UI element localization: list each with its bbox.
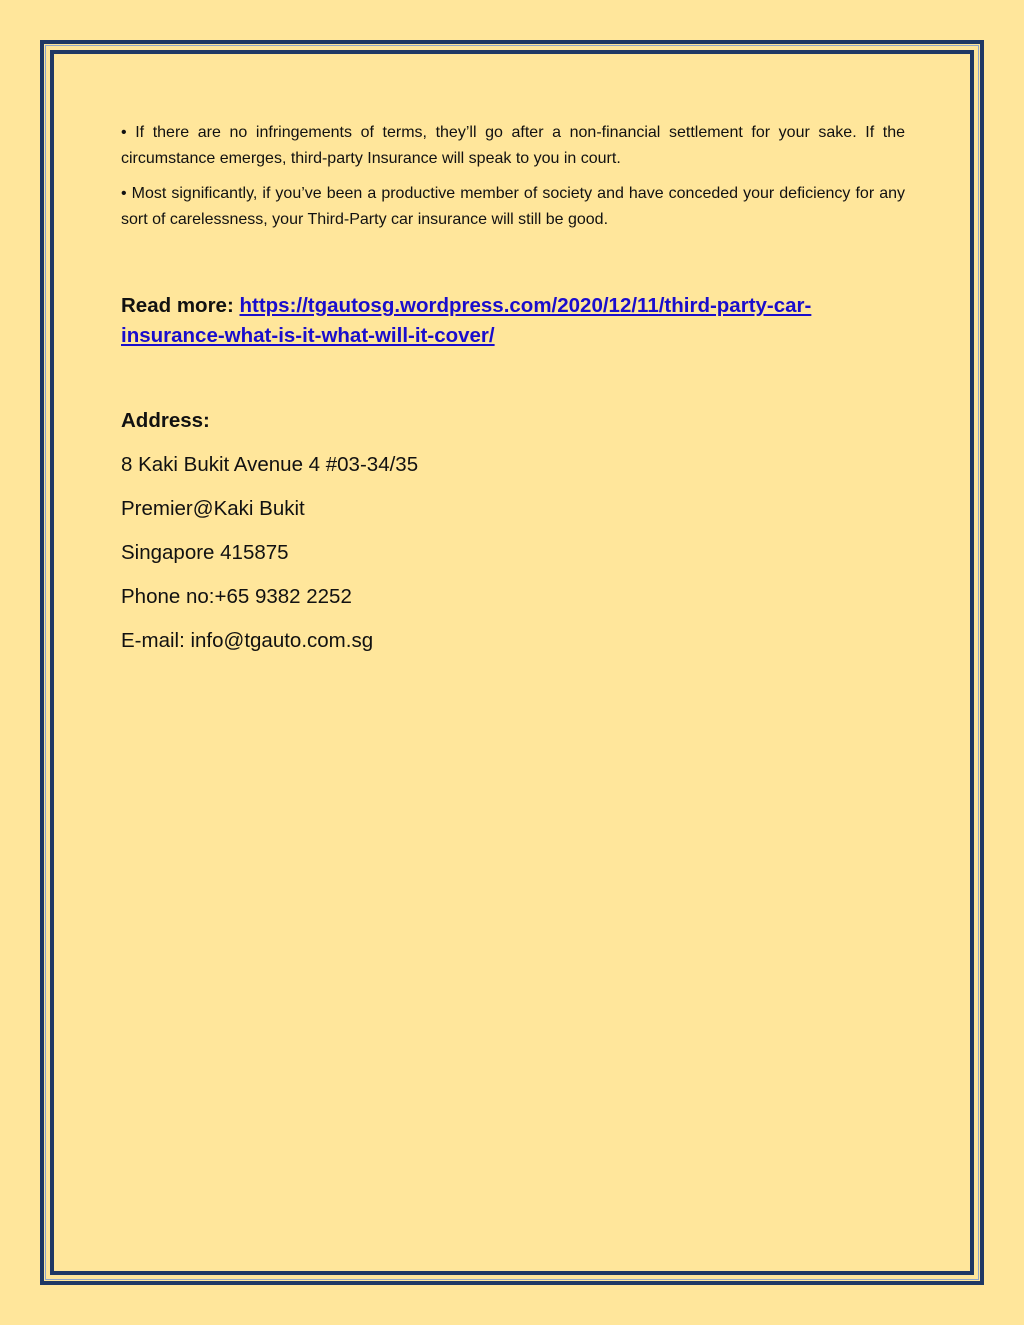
- document-content: [121, 120, 905, 656]
- read-more-label: Read more:: [121, 294, 234, 317]
- address-phone: Phone no:+65 9382 2252: [121, 585, 352, 608]
- address-street: 8 Kaki Bukit Avenue 4 #03-34/35: [121, 453, 419, 476]
- address-email: E-mail: info@tgauto.com.sg: [121, 629, 374, 652]
- bullet-paragraph-2: • Most significantly, if you’ve been a productive member of society and have conceded your deficiency for any sort of carelessness, your Third-Party car insurance will still be good.: [121, 185, 905, 228]
- bullet-paragraph-1: • If there are no infringements of terms, they’ll go after a non-financial settlement for your sake. If the circumstance emerges, third-party Insurance will speak to you in court.: [121, 124, 905, 167]
- address-city: Singapore 415875: [121, 541, 289, 564]
- address-building: Premier@Kaki Bukit: [121, 497, 305, 520]
- read-more-link[interactable]: https://tgautosg.wordpress.com/2020/12/11/third-party-car-insurance-what-is-it-what-will-it-cover/: [121, 294, 812, 347]
- address-heading: Address:: [121, 409, 210, 432]
- read-more-section: [121, 291, 905, 351]
